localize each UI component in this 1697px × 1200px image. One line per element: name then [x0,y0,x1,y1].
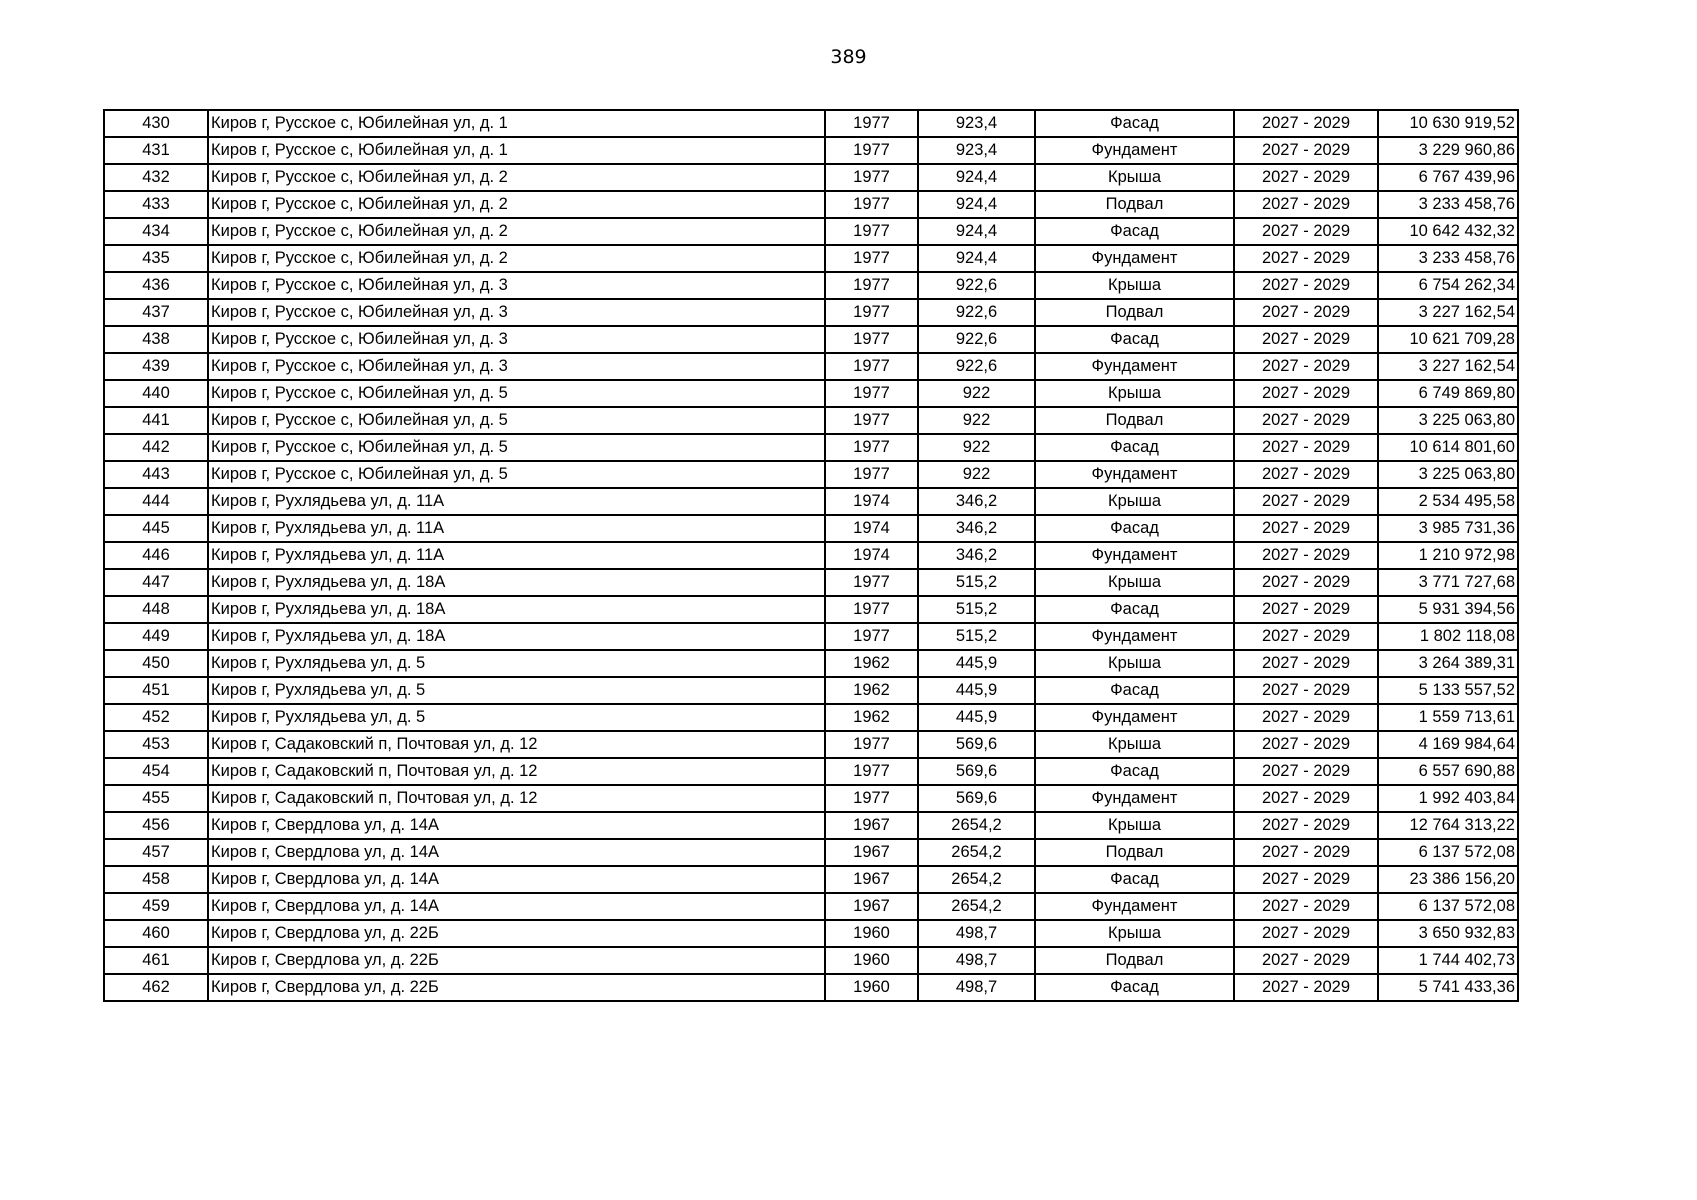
address-cell: Киров г, Рухлядьева ул, д. 5 [208,704,825,731]
table-row [104,515,1518,542]
year-built-cell: 1967 [825,812,918,839]
table-row [104,110,1518,137]
year-built-cell: 1960 [825,947,918,974]
period-cell: 2027 - 2029 [1234,677,1378,704]
row-number-cell: 433 [104,191,208,218]
address-cell: Киров г, Русское с, Юбилейная ул, д. 2 [208,191,825,218]
area-cell: 515,2 [918,569,1035,596]
cost-cell: 1 992 403,84 [1378,785,1518,812]
period-cell: 2027 - 2029 [1234,272,1378,299]
address-cell: Киров г, Рухлядьева ул, д. 18А [208,623,825,650]
work-type-cell: Фундамент [1035,785,1234,812]
row-number-cell: 452 [104,704,208,731]
area-cell: 346,2 [918,488,1035,515]
cost-cell: 3 264 389,31 [1378,650,1518,677]
row-number-cell: 440 [104,380,208,407]
cost-cell: 3 227 162,54 [1378,353,1518,380]
area-cell: 922,6 [918,299,1035,326]
year-built-cell: 1977 [825,137,918,164]
year-built-cell: 1977 [825,326,918,353]
cost-cell: 3 985 731,36 [1378,515,1518,542]
year-built-cell: 1967 [825,839,918,866]
work-type-cell: Фундамент [1035,461,1234,488]
row-number-cell: 435 [104,245,208,272]
work-type-cell: Фасад [1035,218,1234,245]
row-number-cell: 444 [104,488,208,515]
period-cell: 2027 - 2029 [1234,623,1378,650]
address-cell: Киров г, Свердлова ул, д. 22Б [208,947,825,974]
year-built-cell: 1974 [825,542,918,569]
address-cell: Киров г, Рухлядьева ул, д. 18А [208,569,825,596]
work-type-cell: Фундамент [1035,245,1234,272]
row-number-cell: 455 [104,785,208,812]
year-built-cell: 1974 [825,515,918,542]
table-row [104,731,1518,758]
row-number-cell: 446 [104,542,208,569]
row-number-cell: 459 [104,893,208,920]
area-cell: 922 [918,380,1035,407]
table-row [104,839,1518,866]
cost-cell: 3 233 458,76 [1378,245,1518,272]
area-cell: 922,6 [918,353,1035,380]
year-built-cell: 1977 [825,731,918,758]
year-built-cell: 1967 [825,893,918,920]
table-row [104,650,1518,677]
cost-cell: 10 614 801,60 [1378,434,1518,461]
cost-cell: 3 650 932,83 [1378,920,1518,947]
address-cell: Киров г, Русское с, Юбилейная ул, д. 5 [208,380,825,407]
period-cell: 2027 - 2029 [1234,515,1378,542]
work-type-cell: Фасад [1035,434,1234,461]
row-number-cell: 439 [104,353,208,380]
address-cell: Киров г, Русское с, Юбилейная ул, д. 3 [208,326,825,353]
table-row [104,785,1518,812]
registry-table [103,109,1519,1002]
year-built-cell: 1977 [825,407,918,434]
period-cell: 2027 - 2029 [1234,164,1378,191]
table-row [104,434,1518,461]
area-cell: 498,7 [918,947,1035,974]
work-type-cell: Подвал [1035,407,1234,434]
table-row [104,299,1518,326]
work-type-cell: Крыша [1035,731,1234,758]
year-built-cell: 1977 [825,245,918,272]
area-cell: 923,4 [918,137,1035,164]
row-number-cell: 447 [104,569,208,596]
table-row [104,947,1518,974]
row-number-cell: 443 [104,461,208,488]
period-cell: 2027 - 2029 [1234,731,1378,758]
cost-cell: 10 621 709,28 [1378,326,1518,353]
period-cell: 2027 - 2029 [1234,920,1378,947]
cost-cell: 5 931 394,56 [1378,596,1518,623]
table-row [104,542,1518,569]
work-type-cell: Крыша [1035,164,1234,191]
period-cell: 2027 - 2029 [1234,245,1378,272]
row-number-cell: 449 [104,623,208,650]
year-built-cell: 1977 [825,758,918,785]
row-number-cell: 430 [104,110,208,137]
table-row [104,137,1518,164]
table-row [104,812,1518,839]
address-cell: Киров г, Русское с, Юбилейная ул, д. 3 [208,272,825,299]
address-cell: Киров г, Садаковский п, Почтовая ул, д. 12 [208,758,825,785]
period-cell: 2027 - 2029 [1234,326,1378,353]
area-cell: 445,9 [918,650,1035,677]
work-type-cell: Фасад [1035,866,1234,893]
area-cell: 515,2 [918,596,1035,623]
row-number-cell: 432 [104,164,208,191]
work-type-cell: Фасад [1035,596,1234,623]
work-type-cell: Фасад [1035,758,1234,785]
area-cell: 922,6 [918,326,1035,353]
area-cell: 2654,2 [918,812,1035,839]
area-cell: 346,2 [918,542,1035,569]
year-built-cell: 1977 [825,110,918,137]
address-cell: Киров г, Рухлядьева ул, д. 11А [208,515,825,542]
work-type-cell: Крыша [1035,569,1234,596]
period-cell: 2027 - 2029 [1234,650,1378,677]
row-number-cell: 458 [104,866,208,893]
row-number-cell: 441 [104,407,208,434]
year-built-cell: 1962 [825,677,918,704]
row-number-cell: 453 [104,731,208,758]
row-number-cell: 456 [104,812,208,839]
period-cell: 2027 - 2029 [1234,299,1378,326]
area-cell: 2654,2 [918,893,1035,920]
table-row [104,974,1518,1001]
work-type-cell: Фундамент [1035,542,1234,569]
cost-cell: 1 744 402,73 [1378,947,1518,974]
address-cell: Киров г, Рухлядьева ул, д. 5 [208,677,825,704]
year-built-cell: 1962 [825,650,918,677]
table-row [104,866,1518,893]
period-cell: 2027 - 2029 [1234,488,1378,515]
row-number-cell: 437 [104,299,208,326]
address-cell: Киров г, Русское с, Юбилейная ул, д. 3 [208,353,825,380]
address-cell: Киров г, Свердлова ул, д. 22Б [208,920,825,947]
area-cell: 515,2 [918,623,1035,650]
row-number-cell: 434 [104,218,208,245]
year-built-cell: 1977 [825,299,918,326]
table-row [104,569,1518,596]
cost-cell: 3 771 727,68 [1378,569,1518,596]
work-type-cell: Фундамент [1035,893,1234,920]
address-cell: Киров г, Свердлова ул, д. 14А [208,839,825,866]
year-built-cell: 1977 [825,218,918,245]
work-type-cell: Фасад [1035,110,1234,137]
row-number-cell: 462 [104,974,208,1001]
year-built-cell: 1977 [825,434,918,461]
cost-cell: 6 754 262,34 [1378,272,1518,299]
year-built-cell: 1977 [825,191,918,218]
row-number-cell: 448 [104,596,208,623]
cost-cell: 6 557 690,88 [1378,758,1518,785]
period-cell: 2027 - 2029 [1234,137,1378,164]
cost-cell: 3 227 162,54 [1378,299,1518,326]
area-cell: 498,7 [918,974,1035,1001]
area-cell: 922 [918,461,1035,488]
period-cell: 2027 - 2029 [1234,110,1378,137]
table-row [104,704,1518,731]
table-row [104,758,1518,785]
address-cell: Киров г, Русское с, Юбилейная ул, д. 2 [208,164,825,191]
work-type-cell: Подвал [1035,947,1234,974]
period-cell: 2027 - 2029 [1234,974,1378,1001]
cost-cell: 2 534 495,58 [1378,488,1518,515]
work-type-cell: Подвал [1035,299,1234,326]
address-cell: Киров г, Рухлядьева ул, д. 5 [208,650,825,677]
area-cell: 498,7 [918,920,1035,947]
work-type-cell: Крыша [1035,650,1234,677]
year-built-cell: 1960 [825,920,918,947]
cost-cell: 5 741 433,36 [1378,974,1518,1001]
table-row [104,407,1518,434]
row-number-cell: 445 [104,515,208,542]
area-cell: 346,2 [918,515,1035,542]
cost-cell: 23 386 156,20 [1378,866,1518,893]
work-type-cell: Фундамент [1035,137,1234,164]
area-cell: 2654,2 [918,866,1035,893]
cost-cell: 1 210 972,98 [1378,542,1518,569]
address-cell: Киров г, Русское с, Юбилейная ул, д. 5 [208,434,825,461]
period-cell: 2027 - 2029 [1234,839,1378,866]
area-cell: 924,4 [918,218,1035,245]
row-number-cell: 436 [104,272,208,299]
address-cell: Киров г, Русское с, Юбилейная ул, д. 3 [208,299,825,326]
cost-cell: 3 225 063,80 [1378,407,1518,434]
table-row [104,245,1518,272]
row-number-cell: 442 [104,434,208,461]
work-type-cell: Фасад [1035,974,1234,1001]
cost-cell: 1 559 713,61 [1378,704,1518,731]
address-cell: Киров г, Русское с, Юбилейная ул, д. 2 [208,218,825,245]
address-cell: Киров г, Свердлова ул, д. 14А [208,812,825,839]
area-cell: 569,6 [918,785,1035,812]
period-cell: 2027 - 2029 [1234,380,1378,407]
address-cell: Киров г, Русское с, Юбилейная ул, д. 5 [208,407,825,434]
year-built-cell: 1977 [825,164,918,191]
period-cell: 2027 - 2029 [1234,461,1378,488]
table-row [104,461,1518,488]
row-number-cell: 457 [104,839,208,866]
area-cell: 2654,2 [918,839,1035,866]
row-number-cell: 461 [104,947,208,974]
work-type-cell: Фундамент [1035,623,1234,650]
area-cell: 923,4 [918,110,1035,137]
row-number-cell: 438 [104,326,208,353]
row-number-cell: 431 [104,137,208,164]
cost-cell: 10 642 432,32 [1378,218,1518,245]
work-type-cell: Фасад [1035,677,1234,704]
period-cell: 2027 - 2029 [1234,866,1378,893]
cost-cell: 6 767 439,96 [1378,164,1518,191]
year-built-cell: 1977 [825,785,918,812]
work-type-cell: Подвал [1035,191,1234,218]
page-number: 389 [830,46,867,68]
cost-cell: 6 749 869,80 [1378,380,1518,407]
year-built-cell: 1977 [825,569,918,596]
cost-cell: 3 233 458,76 [1378,191,1518,218]
area-cell: 924,4 [918,245,1035,272]
area-cell: 924,4 [918,164,1035,191]
year-built-cell: 1977 [825,380,918,407]
work-type-cell: Подвал [1035,839,1234,866]
table-row [104,218,1518,245]
cost-cell: 1 802 118,08 [1378,623,1518,650]
table-row [104,488,1518,515]
work-type-cell: Крыша [1035,488,1234,515]
address-cell: Киров г, Русское с, Юбилейная ул, д. 5 [208,461,825,488]
address-cell: Киров г, Садаковский п, Почтовая ул, д. 12 [208,731,825,758]
work-type-cell: Фасад [1035,515,1234,542]
address-cell: Киров г, Рухлядьева ул, д. 11А [208,542,825,569]
period-cell: 2027 - 2029 [1234,947,1378,974]
cost-cell: 12 764 313,22 [1378,812,1518,839]
table-row [104,380,1518,407]
area-cell: 445,9 [918,677,1035,704]
area-cell: 569,6 [918,731,1035,758]
work-type-cell: Крыша [1035,812,1234,839]
address-cell: Киров г, Русское с, Юбилейная ул, д. 1 [208,110,825,137]
cost-cell: 10 630 919,52 [1378,110,1518,137]
period-cell: 2027 - 2029 [1234,812,1378,839]
address-cell: Киров г, Русское с, Юбилейная ул, д. 2 [208,245,825,272]
table-body [104,110,1518,1001]
table-row [104,272,1518,299]
table-row [104,677,1518,704]
work-type-cell: Фундамент [1035,704,1234,731]
cost-cell: 3 229 960,86 [1378,137,1518,164]
cost-cell: 3 225 063,80 [1378,461,1518,488]
period-cell: 2027 - 2029 [1234,704,1378,731]
table-row [104,623,1518,650]
work-type-cell: Крыша [1035,920,1234,947]
period-cell: 2027 - 2029 [1234,434,1378,461]
row-number-cell: 460 [104,920,208,947]
period-cell: 2027 - 2029 [1234,542,1378,569]
period-cell: 2027 - 2029 [1234,191,1378,218]
cost-cell: 6 137 572,08 [1378,839,1518,866]
period-cell: 2027 - 2029 [1234,407,1378,434]
address-cell: Киров г, Русское с, Юбилейная ул, д. 1 [208,137,825,164]
cost-cell: 5 133 557,52 [1378,677,1518,704]
year-built-cell: 1960 [825,974,918,1001]
year-built-cell: 1977 [825,596,918,623]
work-type-cell: Крыша [1035,380,1234,407]
address-cell: Киров г, Свердлова ул, д. 14А [208,866,825,893]
work-type-cell: Фасад [1035,326,1234,353]
year-built-cell: 1977 [825,623,918,650]
table-row [104,596,1518,623]
cost-cell: 6 137 572,08 [1378,893,1518,920]
row-number-cell: 454 [104,758,208,785]
area-cell: 922,6 [918,272,1035,299]
period-cell: 2027 - 2029 [1234,893,1378,920]
row-number-cell: 450 [104,650,208,677]
address-cell: Киров г, Рухлядьева ул, д. 11А [208,488,825,515]
year-built-cell: 1967 [825,866,918,893]
address-cell: Киров г, Свердлова ул, д. 22Б [208,974,825,1001]
area-cell: 445,9 [918,704,1035,731]
table-row [104,326,1518,353]
address-cell: Киров г, Садаковский п, Почтовая ул, д. 12 [208,785,825,812]
period-cell: 2027 - 2029 [1234,353,1378,380]
area-cell: 922 [918,434,1035,461]
period-cell: 2027 - 2029 [1234,596,1378,623]
year-built-cell: 1977 [825,272,918,299]
area-cell: 569,6 [918,758,1035,785]
row-number-cell: 451 [104,677,208,704]
period-cell: 2027 - 2029 [1234,218,1378,245]
work-type-cell: Фундамент [1035,353,1234,380]
work-type-cell: Крыша [1035,272,1234,299]
table-row [104,920,1518,947]
address-cell: Киров г, Рухлядьева ул, д. 18А [208,596,825,623]
year-built-cell: 1977 [825,353,918,380]
year-built-cell: 1977 [825,461,918,488]
period-cell: 2027 - 2029 [1234,785,1378,812]
table-row [104,353,1518,380]
table-row [104,191,1518,218]
table-row [104,893,1518,920]
area-cell: 924,4 [918,191,1035,218]
period-cell: 2027 - 2029 [1234,569,1378,596]
period-cell: 2027 - 2029 [1234,758,1378,785]
year-built-cell: 1974 [825,488,918,515]
year-built-cell: 1962 [825,704,918,731]
area-cell: 922 [918,407,1035,434]
address-cell: Киров г, Свердлова ул, д. 14А [208,893,825,920]
cost-cell: 4 169 984,64 [1378,731,1518,758]
table-row [104,164,1518,191]
